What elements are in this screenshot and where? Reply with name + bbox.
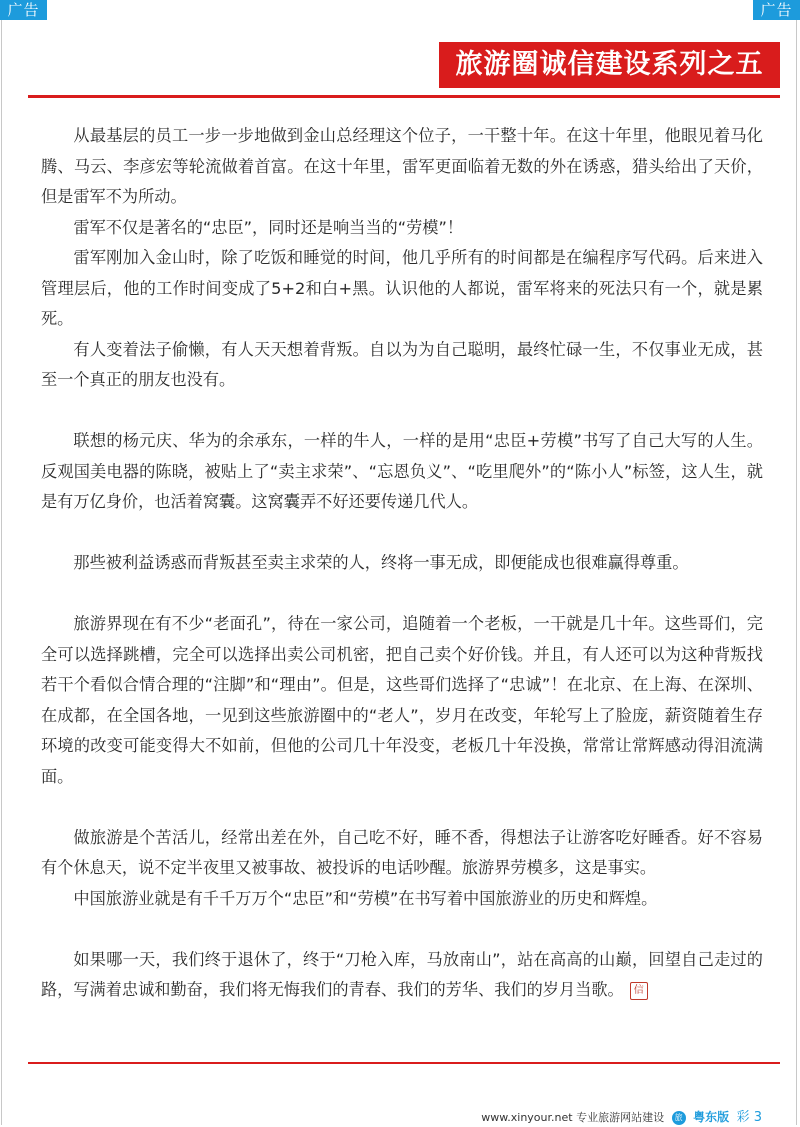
paragraph-text: 如果哪一天，我们终于退休了，终于“刀枪入库，马放南山”，站在高高的山巅，回望自己走过的路，写满着忠诚和勤奋，我们将无悔我们的青春、我们的芳华、我们的岁月当歌。 <box>41 949 763 999</box>
brand-logo-icon: 旅 <box>672 1111 686 1125</box>
article-body <box>41 121 763 1006</box>
paragraph: 雷军刚加入金山时，除了吃饭和睡觉的时间，他几乎所有的时间都是在编程序写代码。后来进入管理层后，他的工作时间变成了5+2和白+黑。认识他的人都说，雷军将来的死法只有一个，就是累死。 <box>41 248 763 328</box>
bottom-divider <box>28 1062 780 1064</box>
paragraph: 联想的杨元庆、华为的余承东，一样的牛人，一样的是用“忠臣+劳模”书写了自己大写的人生。反观国美电器的陈晓，被贴上了“卖主求荣”、“忘恩负义”、“吃里爬外”的“陈小人”标签，这人生，就是有万亿身价，也活着窝囊。这窝囊弄不好还要传递几代人。 <box>41 431 763 511</box>
page-number: 彩 3 <box>736 1110 762 1125</box>
paragraph: 有人变着法子偷懒，有人天天想着背叛。自以为为自己聪明，最终忙碌一生，不仅事业无成，甚至一个真正的朋友也没有。 <box>41 339 763 389</box>
footer <box>481 1106 762 1125</box>
footer-edition: 粤东版 <box>693 1110 730 1124</box>
ad-label-right: 广告 <box>753 0 800 20</box>
title-divider <box>28 95 780 98</box>
paragraph: 那些被利益诱惑而背叛甚至卖主求荣的人，终将一事无成，即便能成也很难赢得尊重。 <box>73 553 689 572</box>
paragraph: 雷军不仅是著名的“忠臣”，同时还是响当当的“劳模”！ <box>73 217 464 237</box>
paragraph: 从最基层的员工一步一步地做到金山总经理这个位子，一干整十年。在这十年里，他眼见着马化腾、马云、李彦宏等轮流做着首富。在这十年里，雷军更面临着无数的外在诱惑，猎头给出了天价，但是雷军不为所动。 <box>41 126 763 206</box>
page-title: 旅游圈诚信建设系列之五 <box>439 42 780 88</box>
paragraph: 旅游界现在有不少“老面孔”，待在一家公司，追随着一个老板，一干就是几十年。这些哥们，完全可以选择跳槽，完全可以选择出卖公司机密，把自己卖个好价钱。并且，有人还可以为这种背叛找若干个看似合情合理的“注脚”和“理由”。但是，这些哥们选择了“忠诚”！在北京、在上海、在深圳、在成都，在全国各地，一见到这些旅游圈中的“老人”，岁月在改变，年轮写上了脸庞，薪资随着生存环境的改变可能变得大不如前，但他的公司几十年没变，老板几十年没换，常常让常辉感动得泪流满面。 <box>41 614 763 786</box>
seal-icon: 信 <box>630 982 648 1000</box>
footer-site: www.xinyour.net 专业旅游网站建设 <box>481 1111 665 1124</box>
ad-label-left: 广告 <box>0 0 47 20</box>
paragraph-last <box>41 945 763 1006</box>
paragraph: 做旅游是个苦活儿，经常出差在外，自己吃不好，睡不香，得想法子让游客吃好睡香。好不容易有个休息天，说不定半夜里又被事故、被投诉的电话吵醒。旅游界劳模多，这是事实。 <box>41 827 763 877</box>
paragraph: 中国旅游业就是有千千万万个“忠臣”和“劳模”在书写着中国旅游业的历史和辉煌。 <box>73 888 658 908</box>
